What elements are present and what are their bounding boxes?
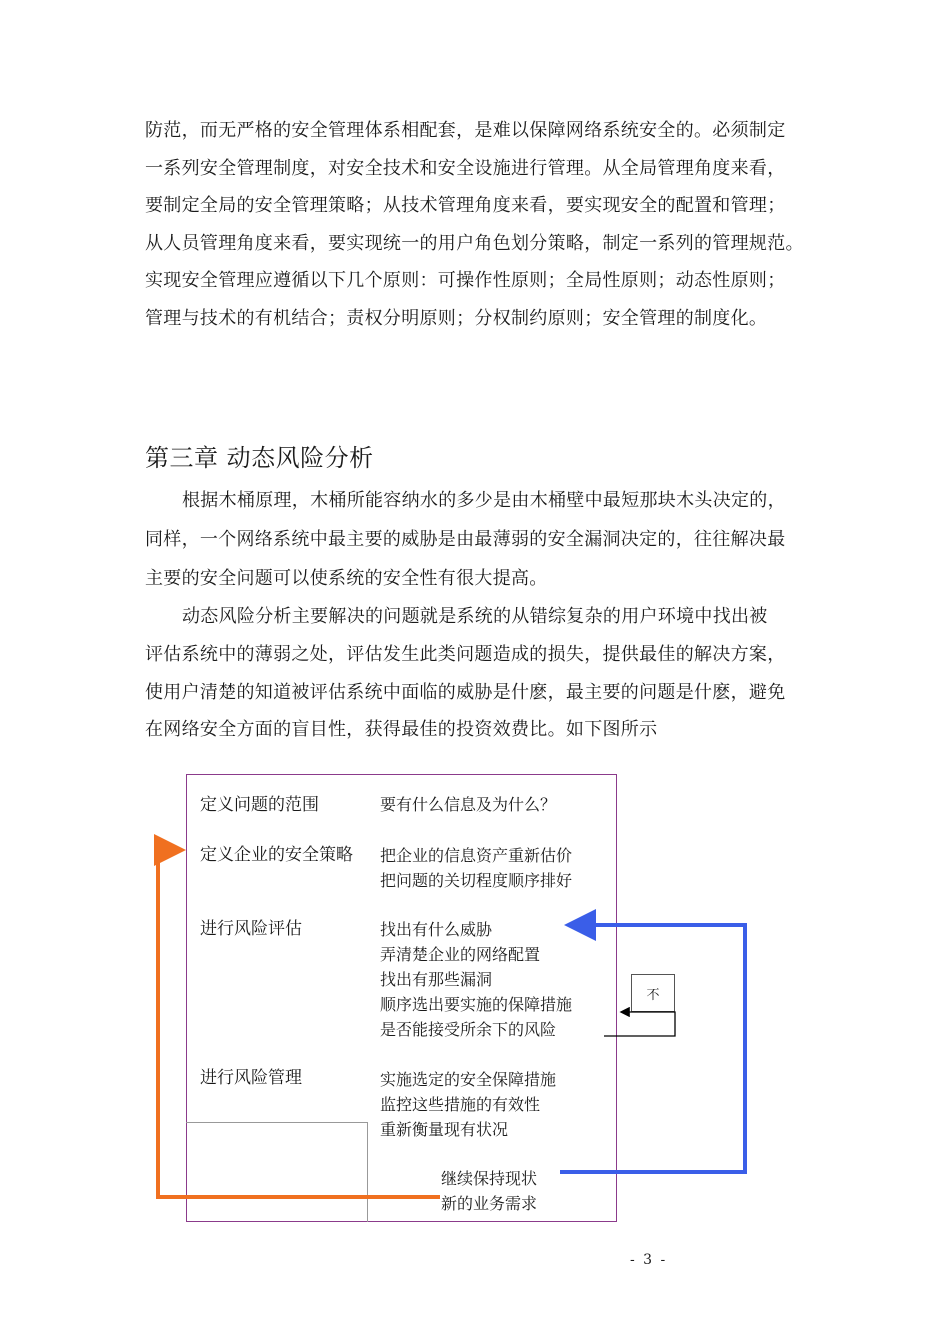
paragraph-line: 动态风险分析主要解决的问题就是系统的从错综复杂的用户环境中找出被 — [182, 606, 768, 627]
page-number: - 3 - — [630, 1252, 668, 1268]
intro-line: 一系列安全管理制度，对安全技术和安全设施进行管理。从全局管理角度来看， — [145, 158, 786, 179]
step-title-define-scope: 定义问题的范围 — [200, 795, 319, 815]
intro-line: 要制定全局的安全管理策略；从技术管理角度来看，要实现安全的配置和管理； — [145, 195, 786, 216]
orange-loop-arrow — [158, 850, 440, 1197]
intro-line: 防范，而无严格的安全管理体系相配套，是难以保障网络系统安全的。必须制定 — [145, 120, 786, 141]
step-detail: 把问题的关切程度顺序排好 — [380, 871, 573, 890]
step-detail: 要有什么信息及为什么？ — [380, 795, 557, 814]
paragraph-line: 评估系统中的薄弱之处，评估发生此类问题造成的损失，提供最佳的解决方案， — [145, 644, 786, 665]
chapter-title: 第三章 动态风险分析 — [145, 444, 374, 472]
step-detail: 实施选定的安全保障措施 — [380, 1070, 557, 1089]
paragraph-line: 同样，一个网络系统中最主要的威胁是由最薄弱的安全漏洞决定的，往往解决最 — [145, 529, 786, 550]
step-detail: 是否能接受所余下的风险 — [380, 1020, 557, 1039]
step-detail: 顺序选出要实施的保障措施 — [380, 995, 573, 1014]
blue-feedback-arrow — [560, 925, 745, 1172]
paragraph-line: 在网络安全方面的盲目性，获得最佳的投资效费比。如下图所示 — [145, 719, 658, 740]
step-title-risk-assessment: 进行风险评估 — [200, 919, 302, 939]
bottom-line: 新的业务需求 — [441, 1194, 538, 1213]
paragraph-line: 根据木桶原理，木桶所能容纳水的多少是由木桶壁中最短那块木头决定的， — [182, 490, 786, 511]
no-arrow — [604, 1012, 675, 1036]
step-detail: 找出有那些漏洞 — [380, 970, 493, 989]
step-detail: 把企业的信息资产重新估价 — [380, 846, 573, 865]
step-title-define-policy: 定义企业的安全策略 — [200, 845, 353, 865]
step-detail: 监控这些措施的有效性 — [380, 1095, 541, 1114]
paragraph-line: 使用户清楚的知道被评估系统中面临的威胁是什麽，最主要的问题是什麽，避免 — [145, 682, 786, 703]
step-title-risk-management: 进行风险管理 — [200, 1068, 302, 1088]
intro-line: 管理与技术的有机结合；责权分明原则；分权制约原则；安全管理的制度化。 — [145, 308, 768, 329]
step-detail: 弄清楚企业的网络配置 — [380, 945, 541, 964]
step-detail: 重新衡量现有状况 — [380, 1120, 509, 1139]
intro-line: 从人员管理角度来看，要实现统一的用户角色划分策略，制定一系列的管理规范。 — [145, 233, 804, 254]
intro-line: 实现安全管理应遵循以下几个原则：可操作性原则；全局性原则；动态性原则； — [145, 270, 786, 291]
paragraph-line: 主要的安全问题可以使系统的安全性有很大提高。 — [145, 568, 548, 589]
bottom-line: 继续保持现状 — [441, 1169, 538, 1188]
step-detail: 找出有什么威胁 — [380, 920, 493, 939]
no-decision-box: 不 — [631, 974, 675, 1012]
